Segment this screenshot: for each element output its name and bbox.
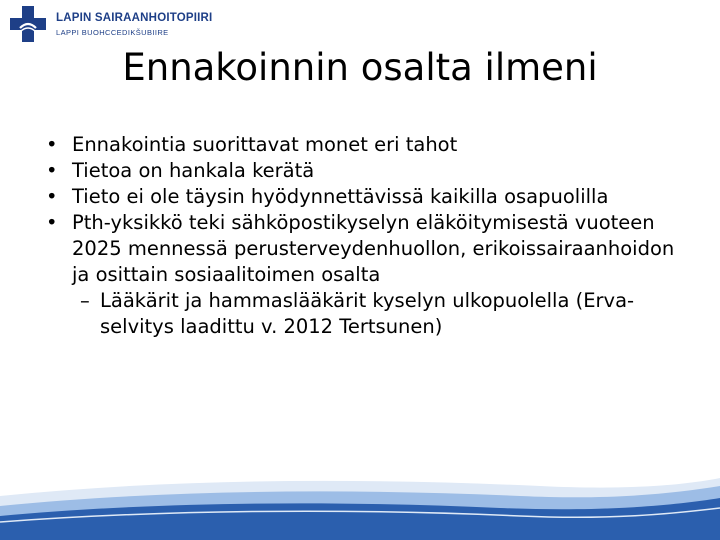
bullet-item: [46, 184, 686, 210]
sub-bullet-text: Lääkärit ja hammaslääkärit kyselyn ulkopuolella (Erva-selvitys laadittu v. 2012 Tertsunen): [100, 289, 635, 338]
organization-logo: [8, 4, 238, 44]
organization-name-sami: LAPPI BUOHCCEDIKŠUBIIRE: [56, 28, 169, 37]
bullet-text: Tietoa on hankala kerätä: [72, 159, 315, 182]
bullet-item: [46, 210, 686, 288]
bullet-marker: •: [46, 133, 58, 156]
slide-title: Ennakoinnin osalta ilmeni: [122, 46, 598, 89]
bullet-text: Tieto ei ole täysin hyödynnettävissä kaikilla osapuolilla: [72, 185, 609, 208]
bullet-text: Pth-yksikkö teki sähköpostikyselyn eläköitymisestä vuoteen 2025 mennessä perusterveydenhuollon, erikoissairaanhoidon ja osittain sosiaalitoimen osalta: [72, 211, 675, 286]
footer-wave-decoration: [0, 476, 720, 540]
bullet-item: [46, 158, 686, 184]
bullet-marker: •: [46, 211, 58, 234]
bullet-marker: •: [46, 159, 58, 182]
organization-name: LAPIN SAIRAANHOITOPIIRI: [56, 12, 213, 24]
bullet-marker: •: [46, 185, 58, 208]
bullet-text: Ennakointia suorittavat monet eri tahot: [72, 133, 458, 156]
cross-logo-icon: [8, 4, 48, 44]
slide-body: [46, 132, 686, 340]
sub-bullet-marker: –: [80, 289, 90, 312]
sub-bullet-item: [46, 288, 686, 340]
bullet-item: [46, 132, 686, 158]
